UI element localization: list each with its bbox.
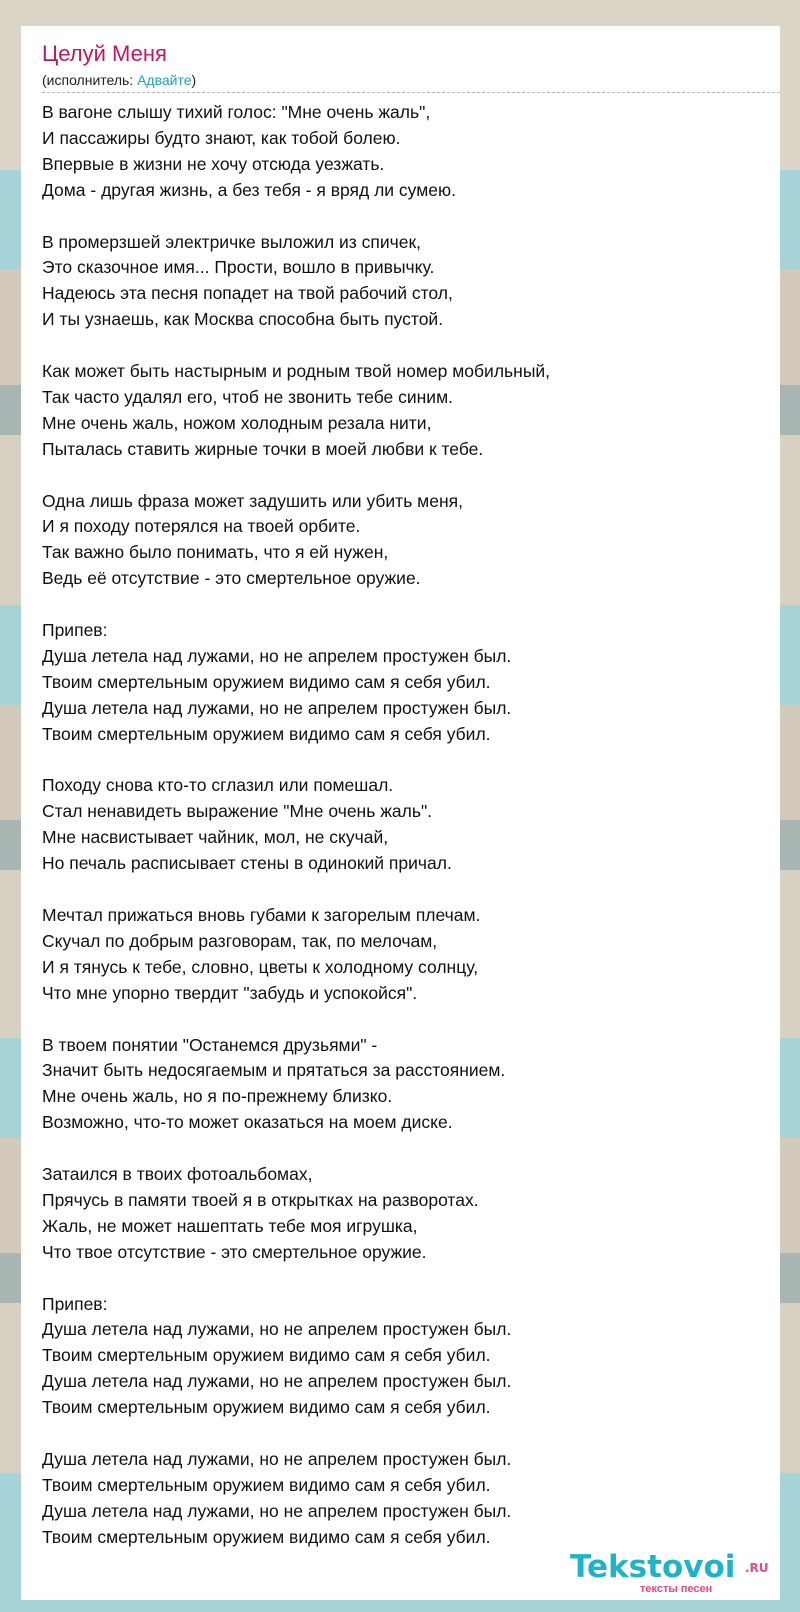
lyric-line: Твоим смертельным оружием видимо сам я себя убил. [42, 1474, 491, 1495]
lyric-line: Что твое отсутствие - это смертельное оружие. [42, 1241, 427, 1262]
lyrics-stanza [42, 230, 772, 334]
lyric-line: Пыталась ставить жирные точки в моей любви к тебе. [42, 438, 484, 459]
lyric-line: Стал ненавидеть выражение "Мне очень жаль". [42, 801, 433, 822]
lyric-line: Твоим смертельным оружием видимо сам я себя убил. [42, 671, 491, 692]
title-divider [42, 92, 780, 93]
lyric-line: Это сказочное имя... Прости, вошло в привычку. [42, 257, 435, 278]
lyric-line: Душа летела над лужами, но не апрелем простужен был. [42, 1448, 512, 1469]
lyrics-stanza [42, 1033, 772, 1137]
lyric-line: Дома - другая жизнь, а без тебя - я вряд ли сумею. [42, 179, 456, 200]
lyric-line: Душа летела над лужами, но не апрелем простужен был. [42, 645, 512, 666]
lyric-line: Припев: [42, 1293, 108, 1314]
lyric-line: Впервые в жизни не хочу отсюда уезжать. [42, 153, 385, 174]
lyric-line: Ведь её отсутствие - это смертельное оружие. [42, 568, 421, 589]
lyric-line: Значит быть недосягаемым и прятаться за расстоянием. [42, 1060, 506, 1081]
logo-wordmark: Tekstovoi [570, 1549, 736, 1585]
lyric-line: И пассажиры будто знают, как тобой болею. [42, 127, 401, 148]
lyric-line: Душа летела над лужами, но не апрелем простужен был. [42, 1500, 512, 1521]
lyric-line: Скучал по добрым разговорам, так, по мелочам, [42, 930, 438, 951]
lyric-line: Мне очень жаль, но я по-прежнему близко. [42, 1086, 393, 1107]
lyric-line: Твоим смертельным оружием видимо сам я себя убил. [42, 1397, 491, 1418]
lyric-line: Так важно было понимать, что я ей нужен, [42, 542, 389, 563]
lyrics-stanza [42, 773, 772, 877]
song-title: Целуй Меня [42, 41, 167, 66]
lyric-line: Так часто удалял его, чтоб не звонить тебе синим. [42, 386, 453, 407]
lyric-line: Твоим смертельным оружием видимо сам я себя убил. [42, 1345, 491, 1366]
lyrics-stanza [42, 1292, 772, 1422]
lyric-line: Но печаль расписывает стены в одинокий причал. [42, 853, 452, 874]
lyrics-text [42, 100, 772, 1576]
lyrics-stanza [42, 1162, 772, 1266]
logo-tld: .RU [745, 1561, 769, 1575]
artist-suffix: ) [191, 72, 197, 88]
lyric-line: Твоим смертельным оружием видимо сам я себя убил. [42, 1526, 491, 1547]
lyric-line: Мне очень жаль, ножом холодным резала нити, [42, 412, 432, 433]
lyric-line: Затаился в твоих фотоальбомах, [42, 1164, 313, 1185]
lyric-line: В промерзшей электричке выложил из спичек, [42, 231, 422, 252]
lyric-line: В вагоне слышу тихий голос: "Мне очень жаль", [42, 102, 431, 122]
lyric-line: Припев: [42, 620, 108, 641]
lyric-line: Одна лишь фраза может задушить или убить меня, [42, 490, 463, 511]
lyric-line: Душа летела над лужами, но не апрелем простужен был. [42, 1319, 512, 1340]
lyric-line: Жаль, не может нашептать тебе моя игрушка, [42, 1215, 418, 1236]
lyric-line: И я походу потерялся на твоей орбите. [42, 516, 361, 537]
lyrics-stanza [42, 903, 772, 1007]
lyric-line: И ты узнаешь, как Москва способна быть пустой. [42, 309, 444, 330]
lyrics-stanza [42, 100, 772, 204]
lyrics-stanza [42, 1447, 772, 1551]
lyric-line: Прячусь в памяти твоей я в открытках на разворотах. [42, 1189, 479, 1210]
lyrics-stanza [42, 618, 772, 748]
lyric-line: Твоим смертельным оружием видимо сам я себя убил. [42, 723, 491, 744]
lyric-line: Походу снова кто-то сглазил или помешал. [42, 775, 394, 796]
lyric-line: Надеюсь эта песня попадет на твой рабочий стол, [42, 283, 453, 304]
artist-line [42, 71, 196, 89]
artist-prefix: (исполнитель: [42, 72, 138, 88]
lyric-line: И я тянусь к тебе, словно, цветы к холодному солнцу, [42, 956, 479, 977]
site-logo[interactable] [570, 1549, 770, 1599]
artist-link[interactable]: Адвайте [137, 72, 192, 88]
lyric-line: Возможно, что-то может оказаться на моем диске. [42, 1112, 453, 1133]
logo-tagline: тексты песен [640, 1583, 713, 1595]
lyric-line: Что мне упорно твердит "забудь и успокойся". [42, 982, 418, 1003]
lyric-line: Душа летела над лужами, но не апрелем простужен был. [42, 1371, 512, 1392]
lyric-line: Как может быть настырным и родным твой номер мобильный, [42, 361, 551, 382]
lyric-line: В твоем понятии "Останемся друзьями" - [42, 1034, 378, 1055]
lyrics-card [21, 26, 780, 1600]
lyric-line: Душа летела над лужами, но не апрелем простужен был. [42, 697, 512, 718]
lyric-line: Мне насвистывает чайник, мол, не скучай, [42, 827, 389, 848]
lyric-line: Мечтал прижаться вновь губами к загорелым плечам. [42, 905, 481, 925]
lyrics-stanza [42, 489, 772, 593]
lyrics-stanza [42, 359, 772, 463]
